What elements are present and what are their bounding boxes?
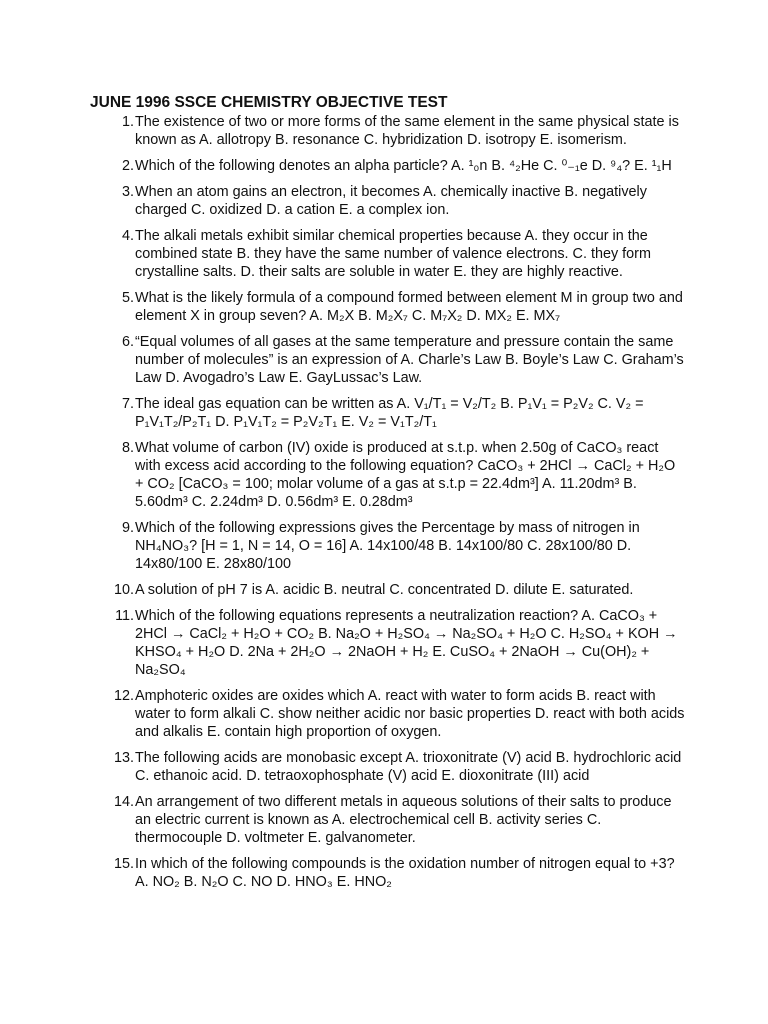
question-text: Amphoteric oxides are oxides which A. react with water to form acids B. react with water to form alkali C. show neither acidic nor basic properties D. react with both acids and alkalis E. contain high proportion of oxygen. [135,688,685,740]
page-title: JUNE 1996 SSCE CHEMISTRY OBJECTIVE TEST [90,94,448,111]
question-text: The existence of two or more forms of the same element in the same physical state is known as A. allotropy B. resonance C. hybridization D. isotropy E. isomerism. [135,114,679,148]
question-item [90,333,685,387]
question-item [90,687,685,741]
question-number: 12. [113,688,134,704]
question-number: 4. [121,228,134,244]
question-item [90,157,685,175]
question-number: 5. [121,290,134,306]
question-number: 7. [121,396,134,412]
question-text: Which of the following denotes an alpha particle? A. ¹₀n B. ⁴₂He C. ⁰₋₁e D. ⁹₄? E. ¹₁H [135,158,672,174]
question-text: Which of the following equations represents a neutralization reaction? A. CaCO₃ + 2HCl → CaCl₂ + H₂O + CO₂ B. Na₂O + H₂SO₄ → Na₂SO₄ + H₂O C. H₂SO₄ + KOH → KHSO₄ + H₂O D. 2Na + 2H₂O → 2NaOH + H₂ E. CuSO₄ + 2NaOH → Cu(OH)₂ + Na₂SO₄ [135,608,678,678]
question-text: An arrangement of two different metals in aqueous solutions of their salts to produce an electric current is known as A. electrochemical cell B. activity series C. thermocouple D. voltmeter E. galvanometer. [135,794,672,846]
question-text: When an atom gains an electron, it becomes A. chemically inactive B. negatively charged C. oxidized D. a cation E. a complex ion. [135,184,647,218]
question-number: 2. [121,158,134,174]
question-item [90,439,685,511]
question-text: The following acids are monobasic except A. trioxonitrate (V) acid B. hydrochloric acid C. ethanoic acid. D. tetraoxophosphate (V) acid E. dioxonitrate (III) acid [135,750,682,784]
question-item [90,395,685,431]
question-text: The alkali metals exhibit similar chemical properties because A. they occur in the combined state B. they have the same number of valence electrons. C. they form crystalline salts. D. their salts are soluble in water E. they are highly reactive. [135,228,651,280]
question-number: 8. [121,440,134,456]
question-list [90,113,685,899]
question-number: 15. [113,856,134,872]
question-number: 10. [113,582,134,598]
question-item [90,289,685,325]
question-item [90,519,685,573]
question-item [90,749,685,785]
question-text: A solution of pH 7 is A. acidic B. neutral C. concentrated D. dilute E. saturated. [135,582,634,598]
question-item [90,113,685,149]
question-text: In which of the following compounds is the oxidation number of nitrogen equal to +3? A. NO₂ B. N₂O C. NO D. HNO₃ E. HNO₂ [135,856,675,890]
question-item [90,855,685,891]
question-text: What is the likely formula of a compound formed between element M in group two and element X in group seven? A. M₂X B. M₂X₇ C. M₇X₂ D. MX₂ E. MX₇ [135,290,683,324]
question-item [90,227,685,281]
question-text: Which of the following expressions gives the Percentage by mass of nitrogen in NH₄NO₃? [H = 1, N = 14, O = 16] A. 14x100/48 B. 14x100/80 C. 28x100/80 D. 14x80/100 E. 28x80/100 [135,520,640,572]
question-number: 13. [113,750,134,766]
question-item [90,183,685,219]
question-item [90,581,685,599]
question-number: 14. [113,794,134,810]
question-number: 11. [115,608,134,624]
question-item [90,607,685,679]
question-number: 9. [121,520,134,536]
question-text: “Equal volumes of all gases at the same temperature and pressure contain the same number of molecules” is an expression of A. Charle’s Law B. Boyle’s Law C. Graham’s Law D. Avogadro’s Law E. GayLussac’s Law. [135,334,684,386]
question-number: 6. [121,334,134,350]
question-number: 1. [121,114,134,130]
question-text: The ideal gas equation can be written as A. V₁/T₁ = V₂/T₂ B. P₁V₁ = P₂V₂ C. V₂ = P₁V₁T₂/P₂T₁ D. P₁V₁T₂ = P₂V₂T₁ E. V₂ = V₁T₂/T₁ [135,396,644,430]
question-item [90,793,685,847]
question-text: What volume of carbon (IV) oxide is produced at s.t.p. when 2.50g of CaCO₃ react with excess acid according to the following equation? CaCO₃ + 2HCl → CaCl₂ + H₂O + CO₂ [CaCO₃ = 100; molar volume of a gas at s.t.p = 22.4dm³] A. 11.20dm³ B. 5.60dm³ C. 2.24dm³ D. 0.56dm³ E. 0.28dm³ [135,440,676,510]
question-number: 3. [121,184,134,200]
